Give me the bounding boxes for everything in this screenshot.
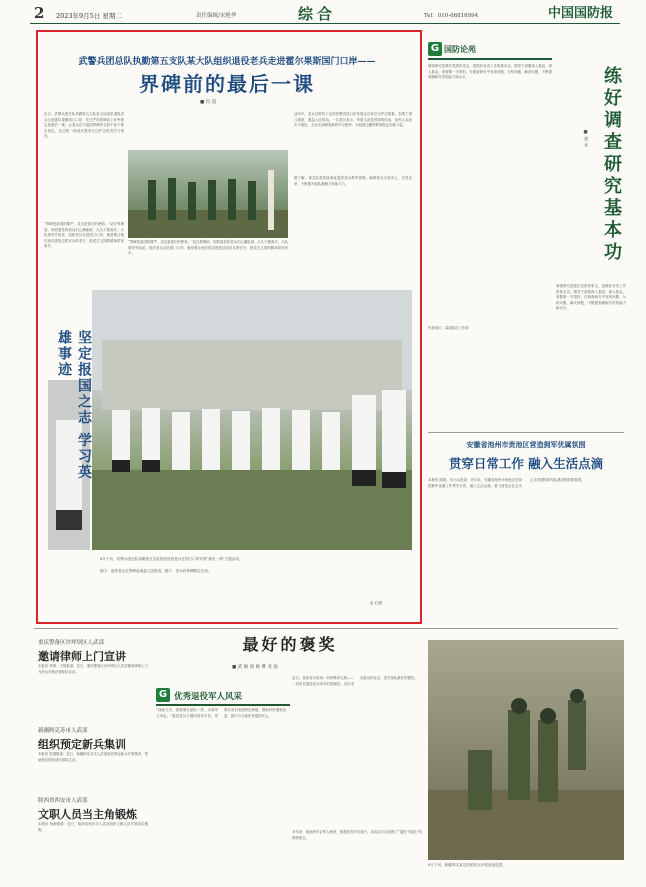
youxiu-body-1: “到地方后，我要像在部队一样，永葆军人本色。”退役老兵王刚回到家乡后，带领乡亲们发展特色种植，帮助村民增收致富，被评为当地优秀退役军人。 [156, 708, 286, 718]
lower-divider [34, 628, 618, 629]
lead-body-under-photo: “界碑是祖国的尊严，戍边是我们的使命。”站在界碑前，即将退役的老兵们心潮澎湃，久久不愿离开。大队领导介绍说，组织老兵走进国门口岸，就是要让他们再次感受边防官兵的坚守，把戍边卫国的精神带回家乡。 [128, 240, 288, 256]
baobei-byline: ■ 武 俊 徐 帅 曹 亚 南 [232, 665, 278, 670]
header-divider [30, 23, 620, 24]
anhui-headline: 贯穿日常工作 融入生活点滴 [448, 456, 604, 471]
anhui-kicker: 安徽省池州市贵池区营造拥军优属氛围 [466, 440, 586, 449]
guofang-logo-icon: G [428, 42, 442, 56]
newspaper-logo: 中国国防报 [548, 6, 614, 21]
youxiu-label: 优秀退役军人风采 [174, 692, 243, 702]
brief-1-body: 本报讯 李明、王强报道：近日，重庆警备区沙坪坝区人武部邀请律师上门为民兵开展法律知识宣讲。 [38, 664, 148, 674]
anhui-body: 本报讯 陈建、朱小兵报道：近年来，安徽省池州市贵池区坚持把拥军优属工作贯穿日常、融入生活点滴，着力营造全社会关心支持国防和军队建设的浓厚氛围。 [428, 478, 585, 488]
guofang-body: 调查研究是我们党的传家宝，是做好各项工作的基本功。领导干部要深入基层、深入群众，掌握第一手资料，在调查研究中发现问题、分析问题、解决问题，不断提高履职尽责的能力和水平。 [428, 64, 552, 80]
brief-2-headline: 组织预定新兵集训 [38, 738, 126, 751]
lead-photo-credit: 赵 红摄 [370, 601, 382, 605]
baobei-body: 近日，某部官兵收到一份特殊的礼物——一封来自退役老兵家乡的感谢信。这份来自群众的肯定，是对部队最好的褒奖。 [292, 676, 418, 686]
brief-2-body: 本报讯 张超报道：近日，新疆阿克苏市人武部组织预定新兵开展集训，帮助他们提前适应部队生活。 [38, 752, 148, 762]
guofang-bar [428, 58, 552, 60]
lead-photo-caption-2: 图①：退役老兵在界碑前重温入伍誓词；图②：老兵向界碑敬礼告别。 [100, 569, 212, 573]
guofang-body-2: 调查研究是我们党的传家宝，是做好各项工作的基本功。领导干部要深入基层、深入群众，掌握第一手资料，在调查研究中发现问题、分析问题、解决问题，不断提高履职尽责的能力和水平。 [556, 284, 626, 311]
youxiu-bar [156, 704, 290, 706]
lead-body-column-4b: 据了解，该支队将持续深化退役老兵教育管理，确保老兵走得安心、走得光荣，不断提升部队凝聚力和战斗力。 [294, 176, 412, 186]
lead-kicker: 武警兵团总队执勤第五支队某大队组织退役老兵走进霍尔果斯国门口岸—— [78, 57, 376, 67]
section-title: 综合 [298, 5, 337, 23]
lead-photo-caption-1: 8月下旬，武警兵团总队执勤第五支队组织退役老兵在国门口岸开展“最后一课”主题活动。 [100, 557, 243, 561]
brief-3-kicker: 陕西省西安市人武部 [38, 798, 88, 804]
brief-3-body: 本报讯 杨海报道：近日，陕西省西安市人武部组织文职人员开展岗位锻炼。 [38, 822, 148, 832]
lead-body-column-1b: “界碑是祖国的尊严，戍边是我们的使命。”站在界碑前，即将退役的老兵们心潮澎湃，久久不愿离开。大队领导介绍说，组织老兵走进国门口岸，就是要让他们再次感受边防官兵的坚守，把戍边卫国的精神带回家乡。 [44, 222, 124, 249]
guofang-label: 国防论苑 [444, 44, 476, 54]
lead-body-column-4: 活动中，老兵们聆听了边防民警讲述口岸发展变迁和守边护边故事，参观了国门展馆，重温入伍誓词。一名老兵表示，军旅生涯虽然即将结束，但军人本色永不褪色，无论走到哪里都将牢记使命，为祖国边疆的繁荣稳定贡献力量。 [294, 112, 412, 128]
brief-2-kicker: 新疆阿克苏市人武部 [38, 728, 88, 734]
guofang-author: ■ 刘 永 [583, 130, 588, 147]
anhui-photo-caption: 8月下旬，新疆军区某边防团官兵开展战备巡逻。 [428, 863, 506, 867]
left-vertical-title: 坚定报国之志 学习英雄事迹 [56, 330, 92, 481]
lead-photo-1 [128, 150, 288, 238]
brief-1-headline: 邀请律师上门宣讲 [38, 650, 126, 663]
brief-1-kicker: 重庆警备区沙坪坝区人武部 [38, 640, 105, 646]
lead-byline: ■ 肖 超 [200, 100, 217, 105]
telephone: Tel：010-66816994 [424, 13, 479, 19]
baobei-headline: 最好的褒奖 [242, 635, 338, 654]
youxiu-logo-icon: G [156, 688, 170, 702]
lead-headline: 界碑前的最后一课 [139, 72, 315, 96]
guofang-vertical-title: 练好调查研究基本功 [601, 66, 622, 264]
issue-date: 2023年9月5日 星期二 [56, 12, 122, 20]
page-number: 2 [34, 4, 45, 22]
guofang-body-end: 作者单位：某部政治工作部 [428, 326, 469, 330]
editor-credit: 责任编辑/宋艳华 [196, 13, 237, 19]
lead-photo-2 [92, 290, 412, 550]
lead-body-column-1: 近日，武警兵团总队执勤第五支队某大队组织退役老兵走进霍尔果斯国门口岸，在庄严的界碑前上好军旅生涯最后一课，让老兵在与祖国界碑的合影中留下难忘回忆，在边防一线再次感受守边护边的责任与荣光。 [44, 112, 124, 139]
brief-3-headline: 文职人员当主角锻炼 [38, 808, 137, 821]
youxiu-body-2: 多年来，他始终牢记军人使命，积极投身乡村振兴，用实际行动诠释了“退役不褪色”的铮铮誓言。 [292, 830, 422, 840]
anhui-photo [428, 640, 624, 860]
anhui-top-rule [428, 432, 624, 433]
